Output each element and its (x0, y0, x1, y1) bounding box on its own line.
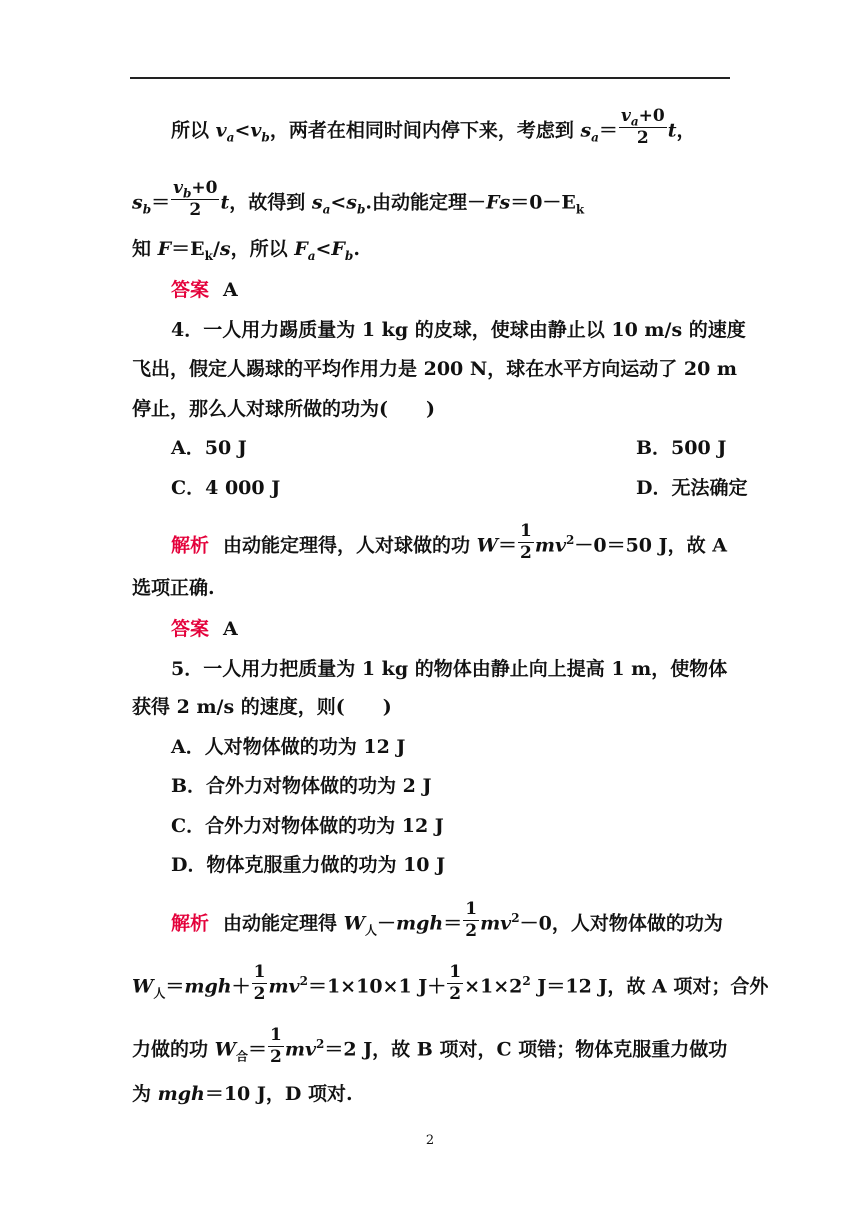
analysis-4-line-1: 解析 由动能定理得，人对球做的功 W＝ $\frac{1}{2}$ $mv^2-0=50$ J，故 A (171, 521, 727, 563)
q4-options-row-1 (171, 439, 771, 458)
analysis-4-line-2: 选项正确. (132, 577, 215, 599)
q5-option-c: C．合外力对物体做的功为 12 J (171, 815, 444, 837)
q4-option-c: C．4 000 J (171, 477, 281, 499)
q4-line-1: 4．一人用力踢质量为 1 kg 的皮球，使球由静止以 10 m/s 的速度 (171, 319, 746, 341)
q4-option-d: D．无法确定 (636, 477, 748, 499)
fraction-half: $\frac{1}{2}$ (520, 521, 532, 563)
prev-analysis-line-3: 知 $F=E_k/s$，所以 $F_a<F_b$. (132, 238, 360, 263)
q5-line-2: 获得 2 m/s 的速度，则( ) (132, 696, 392, 718)
fraction-half: $\frac{1}{2}$ (270, 1025, 282, 1067)
answer-label: 答案 (171, 279, 210, 301)
analysis-label: 解析 (171, 534, 210, 557)
answer-2 (171, 620, 771, 639)
q5-option-b: B．合外力对物体做的功为 2 J (171, 775, 432, 797)
answer-value: A (223, 279, 238, 301)
analysis-5-line-3: 力做的功 $W_合=$ $\frac{1}{2}$ $mv^2=2$ J，故 B 项对，C 项错；物体克服重力做功 (132, 1025, 728, 1067)
analysis-5-line-1: 解析 由动能定理得 $W_人-mgh=$ $\frac{1}{2}$ $mv^2-0$，人对物体做的功为 (171, 899, 723, 941)
q4-options-row-2 (171, 479, 771, 498)
q4-line-3: 停止，那么人对球所做的功为( ) (132, 398, 435, 420)
analysis-5-line-4: 为 mgh＝10 J，D 项对. (132, 1083, 353, 1105)
answer-label: 答案 (171, 618, 210, 640)
q5-option-d: D．物体克服重力做的功为 10 J (171, 854, 446, 876)
prev-analysis-line-1: 所以 $v_a<v_b$，两者在相同时间内停下来，考虑到 $s_a=$ $\frac{v_a+0}{2}$ t， (171, 106, 696, 148)
analysis-5-line-2: $W_人=mgh+$ $\frac{1}{2}$ $mv^2=1\times 10\times 1$ J＋ $\frac{1}{2}$ $\times 1\times 2^2$ J＝12 J，故 A 项对；合外 (132, 962, 769, 1004)
q5-line-1: 5．一人用力把质量为 1 kg 的物体由静止向上提高 1 m，使物体 (171, 658, 728, 680)
answer-value: A (223, 618, 238, 640)
q4-option-a: A．50 J (171, 437, 247, 459)
q4-line-2: 飞出，假定人踢球的平均作用力是 200 N，球在水平方向运动了 20 m (132, 358, 738, 380)
analysis-label: 解析 (171, 912, 210, 935)
fraction-vb: $\frac{v_b+0}{2}$ (173, 178, 218, 220)
q4-option-b: B．500 J (636, 437, 727, 459)
prev-analysis-line-2: $s_b=$ $\frac{v_b+0}{2}$ t，故得到 $s_a<s_b$.由动能定理$-Fs=0-E_k$ (132, 178, 585, 220)
answer-1 (171, 281, 771, 300)
header-rule (130, 77, 730, 79)
q5-option-a: A．人对物体做的功为 12 J (171, 736, 406, 758)
page-number: 2 (425, 1133, 435, 1148)
fraction-half: $\frac{1}{2}$ (465, 899, 478, 941)
fraction-va: $\frac{v_a+0}{2}$ (620, 106, 665, 148)
fraction-half: $\frac{1}{2}$ (449, 962, 462, 1004)
fraction-half: $\frac{1}{2}$ (253, 962, 266, 1004)
